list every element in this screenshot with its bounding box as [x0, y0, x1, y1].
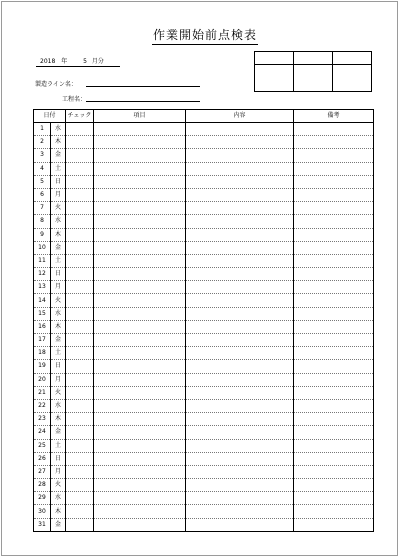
content-cell[interactable] [186, 254, 294, 267]
period-year[interactable]: 2018 [40, 58, 56, 65]
day-cell: 1 [34, 123, 51, 136]
table-row [34, 281, 374, 294]
table-row [34, 175, 374, 188]
weekday-cell: 土 [51, 347, 66, 360]
day-cell: 31 [34, 518, 51, 531]
item-cell[interactable] [94, 294, 186, 307]
table-row [34, 202, 374, 215]
weekday-cell: 火 [51, 294, 66, 307]
check-cell[interactable] [66, 162, 94, 175]
table-row [34, 307, 374, 320]
item-cell[interactable] [94, 386, 186, 399]
remarks-cell[interactable] [294, 413, 374, 426]
content-cell[interactable] [186, 215, 294, 228]
weekday-cell: 日 [51, 175, 66, 188]
table-row [34, 452, 374, 465]
content-cell[interactable] [186, 439, 294, 452]
check-cell[interactable] [66, 188, 94, 201]
weekday-cell: 木 [51, 413, 66, 426]
content-cell[interactable] [186, 360, 294, 373]
remarks-cell[interactable] [294, 439, 374, 452]
weekday-cell: 月 [51, 373, 66, 386]
table-row [34, 241, 374, 254]
day-cell: 10 [34, 241, 51, 254]
day-cell: 22 [34, 399, 51, 412]
remarks-cell[interactable] [294, 175, 374, 188]
table-row [34, 426, 374, 439]
day-cell: 17 [34, 334, 51, 347]
weekday-cell: 火 [51, 479, 66, 492]
item-cell[interactable] [94, 334, 186, 347]
content-cell[interactable] [186, 479, 294, 492]
stamp-cell[interactable] [255, 65, 294, 92]
weekday-cell: 金 [51, 334, 66, 347]
remarks-cell[interactable] [294, 465, 374, 478]
day-cell: 7 [34, 202, 51, 215]
remarks-cell[interactable] [294, 268, 374, 281]
check-cell[interactable] [66, 505, 94, 518]
table-row [34, 188, 374, 201]
content-cell[interactable] [186, 413, 294, 426]
table-row [34, 123, 374, 136]
remarks-cell[interactable] [294, 479, 374, 492]
item-cell[interactable] [94, 399, 186, 412]
weekday-cell: 水 [51, 215, 66, 228]
weekday-cell: 火 [51, 202, 66, 215]
day-cell: 26 [34, 452, 51, 465]
table-row [34, 439, 374, 452]
item-cell[interactable] [94, 136, 186, 149]
table-row [34, 334, 374, 347]
remarks-cell[interactable] [294, 399, 374, 412]
remarks-cell[interactable] [294, 188, 374, 201]
content-cell[interactable] [186, 294, 294, 307]
table-row [34, 360, 374, 373]
item-cell[interactable] [94, 439, 186, 452]
table-row [34, 413, 374, 426]
item-cell[interactable] [94, 281, 186, 294]
weekday-cell: 木 [51, 505, 66, 518]
item-cell[interactable] [94, 162, 186, 175]
check-cell[interactable] [66, 241, 94, 254]
item-cell[interactable] [94, 188, 186, 201]
remarks-cell[interactable] [294, 426, 374, 439]
weekday-cell: 火 [51, 386, 66, 399]
item-cell[interactable] [94, 426, 186, 439]
item-cell[interactable] [94, 175, 186, 188]
check-cell[interactable] [66, 347, 94, 360]
period-month-unit: 月分 [91, 58, 104, 65]
remarks-cell[interactable] [294, 334, 374, 347]
remarks-cell[interactable] [294, 123, 374, 136]
check-cell[interactable] [66, 268, 94, 281]
table-row [34, 386, 374, 399]
production-line-field[interactable] [86, 86, 200, 87]
item-cell[interactable] [94, 360, 186, 373]
day-cell: 20 [34, 373, 51, 386]
day-cell: 14 [34, 294, 51, 307]
remarks-cell[interactable] [294, 136, 374, 149]
content-cell[interactable] [186, 202, 294, 215]
header-content: 内容 [186, 110, 294, 123]
content-cell[interactable] [186, 347, 294, 360]
item-cell[interactable] [94, 228, 186, 241]
check-cell[interactable] [66, 386, 94, 399]
content-cell[interactable] [186, 518, 294, 531]
content-cell[interactable] [186, 320, 294, 333]
remarks-cell[interactable] [294, 149, 374, 162]
stamp-cell[interactable] [333, 65, 372, 92]
stamp-header-cell[interactable] [294, 52, 333, 65]
table-row [34, 465, 374, 478]
weekday-cell: 日 [51, 268, 66, 281]
content-cell[interactable] [186, 175, 294, 188]
period-month[interactable]: 5 [83, 58, 87, 65]
content-cell[interactable] [186, 373, 294, 386]
check-cell[interactable] [66, 136, 94, 149]
header-item: 項目 [94, 110, 186, 123]
item-cell[interactable] [94, 254, 186, 267]
check-cell[interactable] [66, 465, 94, 478]
process-name-field[interactable] [86, 101, 200, 102]
table-row [34, 399, 374, 412]
remarks-cell[interactable] [294, 228, 374, 241]
day-cell: 9 [34, 228, 51, 241]
item-cell[interactable] [94, 347, 186, 360]
day-cell: 21 [34, 386, 51, 399]
weekday-cell: 金 [51, 518, 66, 531]
table-row [34, 373, 374, 386]
item-cell[interactable] [94, 518, 186, 531]
check-cell[interactable] [66, 294, 94, 307]
day-cell: 23 [34, 413, 51, 426]
item-cell[interactable] [94, 479, 186, 492]
weekday-cell: 日 [51, 452, 66, 465]
content-cell[interactable] [186, 426, 294, 439]
weekday-cell: 水 [51, 123, 66, 136]
weekday-cell: 木 [51, 228, 66, 241]
check-cell[interactable] [66, 518, 94, 531]
remarks-cell[interactable] [294, 162, 374, 175]
table-header-row [34, 110, 374, 123]
day-cell: 30 [34, 505, 51, 518]
header-date: 日付 [34, 110, 66, 123]
remarks-cell[interactable] [294, 452, 374, 465]
check-cell[interactable] [66, 123, 94, 136]
table-row [34, 479, 374, 492]
weekday-cell: 水 [51, 307, 66, 320]
day-cell: 3 [34, 149, 51, 162]
day-cell: 2 [34, 136, 51, 149]
check-cell[interactable] [66, 360, 94, 373]
document-title: 作業開始前点検表 [152, 26, 258, 45]
day-cell: 6 [34, 188, 51, 201]
day-cell: 8 [34, 215, 51, 228]
item-cell[interactable] [94, 465, 186, 478]
day-cell: 25 [34, 439, 51, 452]
remarks-cell[interactable] [294, 518, 374, 531]
remarks-cell[interactable] [294, 360, 374, 373]
remarks-cell[interactable] [294, 373, 374, 386]
day-cell: 4 [34, 162, 51, 175]
check-cell[interactable] [66, 439, 94, 452]
content-cell[interactable] [186, 307, 294, 320]
table-row [34, 254, 374, 267]
content-cell[interactable] [186, 505, 294, 518]
table-row [34, 136, 374, 149]
check-cell[interactable] [66, 399, 94, 412]
weekday-cell: 木 [51, 136, 66, 149]
remarks-cell[interactable] [294, 241, 374, 254]
weekday-cell: 土 [51, 162, 66, 175]
inspection-table [33, 109, 374, 532]
item-cell[interactable] [94, 202, 186, 215]
check-cell[interactable] [66, 334, 94, 347]
day-cell: 16 [34, 320, 51, 333]
weekday-cell: 日 [51, 360, 66, 373]
remarks-cell[interactable] [294, 492, 374, 505]
item-cell[interactable] [94, 373, 186, 386]
check-cell[interactable] [66, 215, 94, 228]
check-cell[interactable] [66, 149, 94, 162]
check-cell[interactable] [66, 492, 94, 505]
weekday-cell: 月 [51, 281, 66, 294]
table-body [34, 123, 374, 532]
approval-stamp-grid [254, 51, 372, 92]
day-cell: 27 [34, 465, 51, 478]
content-cell[interactable] [186, 241, 294, 254]
day-cell: 29 [34, 492, 51, 505]
production-line-label: 製造ライン名： [35, 81, 77, 88]
table-row [34, 228, 374, 241]
check-cell[interactable] [66, 307, 94, 320]
table-row [34, 149, 374, 162]
table-row [34, 215, 374, 228]
remarks-cell[interactable] [294, 320, 374, 333]
check-cell[interactable] [66, 254, 94, 267]
item-cell[interactable] [94, 452, 186, 465]
content-cell[interactable] [186, 465, 294, 478]
weekday-cell: 土 [51, 439, 66, 452]
item-cell[interactable] [94, 320, 186, 333]
weekday-cell: 水 [51, 492, 66, 505]
item-cell[interactable] [94, 149, 186, 162]
check-cell[interactable] [66, 202, 94, 215]
stamp-cell[interactable] [294, 65, 333, 92]
day-cell: 11 [34, 254, 51, 267]
content-cell[interactable] [186, 149, 294, 162]
content-cell[interactable] [186, 386, 294, 399]
content-cell[interactable] [186, 188, 294, 201]
period-year-unit: 年 [61, 58, 68, 65]
content-cell[interactable] [186, 136, 294, 149]
remarks-cell[interactable] [294, 202, 374, 215]
content-cell[interactable] [186, 452, 294, 465]
day-cell: 5 [34, 175, 51, 188]
content-cell[interactable] [186, 228, 294, 241]
header-check: チェック [66, 110, 94, 123]
day-cell: 24 [34, 426, 51, 439]
check-cell[interactable] [66, 281, 94, 294]
table-row [34, 162, 374, 175]
check-cell[interactable] [66, 373, 94, 386]
content-cell[interactable] [186, 281, 294, 294]
check-cell[interactable] [66, 175, 94, 188]
check-cell[interactable] [66, 320, 94, 333]
item-cell[interactable] [94, 492, 186, 505]
process-name-label: 工程名： [62, 96, 87, 103]
weekday-cell: 月 [51, 188, 66, 201]
content-cell[interactable] [186, 268, 294, 281]
day-cell: 28 [34, 479, 51, 492]
table-row [34, 518, 374, 531]
content-cell[interactable] [186, 162, 294, 175]
period-line [36, 56, 120, 67]
remarks-cell[interactable] [294, 307, 374, 320]
content-cell[interactable] [186, 399, 294, 412]
table-row [34, 505, 374, 518]
remarks-cell[interactable] [294, 347, 374, 360]
weekday-cell: 月 [51, 465, 66, 478]
table-row [34, 320, 374, 333]
item-cell[interactable] [94, 307, 186, 320]
remarks-cell[interactable] [294, 215, 374, 228]
table-row [34, 347, 374, 360]
content-cell[interactable] [186, 123, 294, 136]
item-cell[interactable] [94, 413, 186, 426]
check-cell[interactable] [66, 228, 94, 241]
table-row [34, 268, 374, 281]
weekday-cell: 金 [51, 149, 66, 162]
day-cell: 12 [34, 268, 51, 281]
weekday-cell: 木 [51, 320, 66, 333]
day-cell: 19 [34, 360, 51, 373]
item-cell[interactable] [94, 123, 186, 136]
weekday-cell: 金 [51, 241, 66, 254]
item-cell[interactable] [94, 215, 186, 228]
check-cell[interactable] [66, 426, 94, 439]
document-sheet [1, 1, 398, 556]
item-cell[interactable] [94, 241, 186, 254]
weekday-cell: 金 [51, 426, 66, 439]
stamp-header-cell[interactable] [333, 52, 372, 65]
check-cell[interactable] [66, 479, 94, 492]
remarks-cell[interactable] [294, 254, 374, 267]
stamp-header-cell[interactable] [255, 52, 294, 65]
table-row [34, 492, 374, 505]
remarks-cell[interactable] [294, 386, 374, 399]
item-cell[interactable] [94, 268, 186, 281]
remarks-cell[interactable] [294, 294, 374, 307]
day-cell: 13 [34, 281, 51, 294]
check-cell[interactable] [66, 413, 94, 426]
day-cell: 18 [34, 347, 51, 360]
check-cell[interactable] [66, 452, 94, 465]
table-row [34, 294, 374, 307]
content-cell[interactable] [186, 492, 294, 505]
weekday-cell: 水 [51, 399, 66, 412]
content-cell[interactable] [186, 334, 294, 347]
remarks-cell[interactable] [294, 281, 374, 294]
header-remarks: 備考 [294, 110, 374, 123]
item-cell[interactable] [94, 505, 186, 518]
weekday-cell: 土 [51, 254, 66, 267]
day-cell: 15 [34, 307, 51, 320]
remarks-cell[interactable] [294, 505, 374, 518]
